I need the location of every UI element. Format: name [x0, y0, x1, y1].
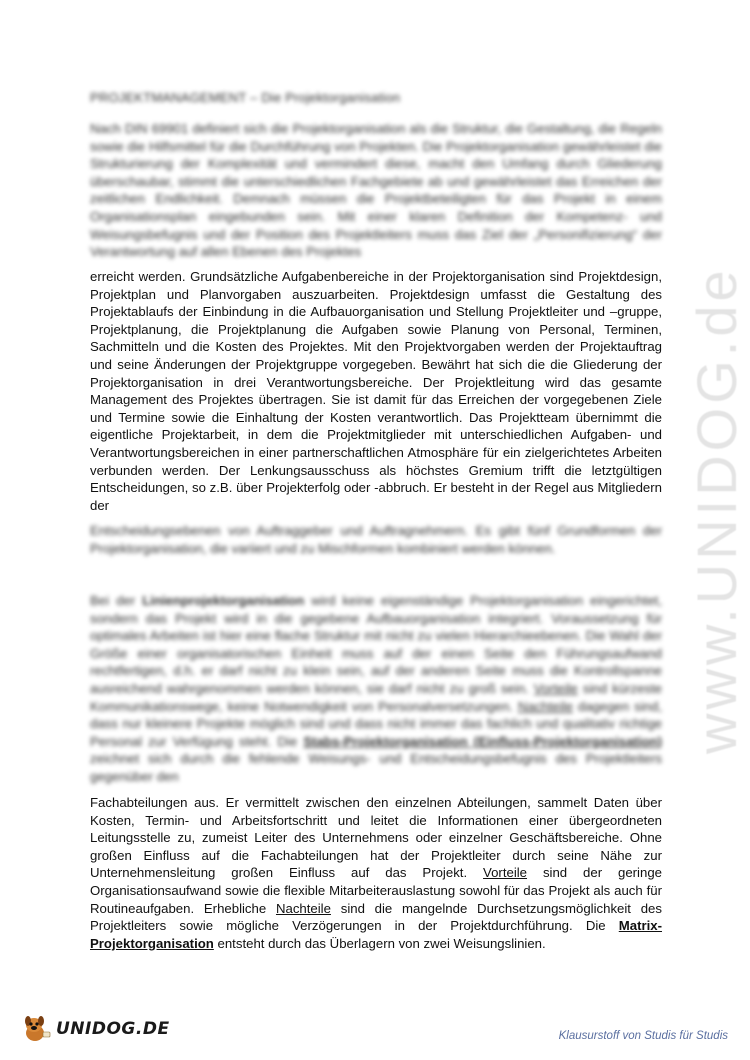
term-vorteile: Vorteile [483, 865, 528, 881]
term-nachteile: Nachteile [275, 900, 331, 916]
dog-mascot-icon [22, 1014, 52, 1044]
term-stabs-projektorganisation: Stabs-Projektorganisation (Einfluss-Projektorganisation) [303, 733, 662, 749]
watermark: www.UNIDOG.de [685, 266, 748, 754]
logo-text: UNIDOG.DE [56, 1019, 170, 1039]
paragraph-grundformen-blurred: Entscheidungsebenen von Auftraggeber und Auftragnehmern. Es gibt fünf Grundformen der Projektorganisation, die variiert und zu Mischformen kombiniert werden können. [90, 523, 662, 556]
paragraph-linienprojekt-blurred: Bei der Linienprojektorganisation wird keine eigenständige Projektorganisation eingerichtet, sondern das Projekt wird in die gegebene Aufbauorganisation integriert. Voraussetzung für optimales Arbeiten ist hier eine flache Struktur mit nicht zu vielen Hierarchieebenen. Die Wahl der Größe einer organisatorischen Einheit muss auf der einen Seite den Führungsaufwand rechtfertigen, d.h. er darf nicht zu klein sein, auf der anderen Seite muss die Kontrollspanne ausreichend wahrgenommen werden können, sie darf nicht zu groß sein. Vorteile sind kürzeste Kommunikationswege, keine Notwendigkeit von Personalversetzungen. Nachteile dagegen sind, dass nur kleinere Projekte möglich sind und dass nicht immer das fachlich und qualitativ richtige Personal zur Verfügung steht. Die Stabs-Projektorganisation (Einfluss-Projektorganisation) zeichnet sich durch die fehlende Weisungs- und Entscheidungsbefugnis des Projektleiters gegenüber den [90, 593, 662, 784]
unidog-logo [22, 1012, 170, 1046]
document-title: PROJEKTMANAGEMENT – Die Projektorganisation [90, 90, 401, 105]
term-linienprojektorganisation: Linienprojektorganisation [142, 593, 305, 608]
term-matrix-projektorganisation: Matrix-Projektorganisation [90, 918, 662, 951]
footer-tagline: Klausurstoff von Studis für Studis [558, 1030, 728, 1042]
paragraph-aufgabenbereiche: erreicht werden. Grundsätzliche Aufgabenbereiche in der Projektorganisation sind Projektdesign, Projektplan und Planvorgaben auszuarbeiten. Projektdesign umfasst die Gestaltung des Projektablaufs der Einbindung in die Aufbauorganisation und Stellung Projektleiter und –gruppe, Projektplanung, die Projektplanung die Aufgaben sowie Planung von Personal, Terminen, Sachmitteln und die Kosten des Projektes. Mit den Projektvorgaben werden der Projektauftrag und seine Änderungen der Projektgruppe vorgegeben. Bewährt hat sich die die Gliederung der Projektorganisation in drei Verantwortungsbereiche. Der Projektleitung wird das gesamte Management des Projektes übertragen. Sie ist damit für das Erreichen der vorgegebenen Ziele und Termine sowie die Einhaltung der Kosten verantwortlich. Das Projektteam übernimmt die eigentliche Projektarbeit, in dem die Projektmitglieder mit unterschiedlichen Aufgaben- und Verantwortungsbereichen in einer partnerschaftlichen Atmosphäre für ein zielgerichtetes Arbeiten verbunden werden. Der Lenkungsausschuss als höchstes Gremium trifft die letztgültigen Entscheidungen, so z.B. über Projekterfolg oder -abbruch. Er besteht in der Regel aus Mitgliedern der [90, 269, 662, 513]
intro-paragraph-blurred: Nach DIN 69901 definiert sich die Projektorganisation als die Struktur, die Gestaltung, die Regeln sowie die Hilfsmittel für die Durchführung von Projekten. Die Projektorganisation gewährleistet die Strukturierung der Komplexität und vermindert diese, macht den Umfang durch Gliederung überschaubar, stimmt die unterschiedlichen Fachgebiete ab und gewährleistet das Erreichen der zeitlichen Endlichkeit. Demnach müssen die Projektbeteiligten für das Projekt in einem Organisationsplan eingebunden sein. Mit einer klaren Definition der Kompetenz- und Weisungsbefugnis und der Position des Projektleiters muss das Ziel der „Personifizierung“ der Verantwortung auf allen Ebenen des Projektes [90, 121, 662, 260]
paragraph-stabs-projektorganisation: Fachabteilungen aus. Er vermittelt zwischen den einzelnen Abteilungen, sammelt Daten über Kosten, Termin- und Arbeitsfortschritt und leitet die Informationen einer übergeordneten Leitungsstelle zu, zumeist Leiter des Unternehmens oder einzelner Geschäftsbereiche. Ohne großen Einfluss auf die Fachabteilungen hat der Projektleiter durch seine Nähe zur Unternehmensleitung großen Einfluss auf das Projekt. Vorteile sind der geringe Organisationsaufwand sowie die flexible Mitarbeiterauslastung sowohl für das Projekt als auch für Routineaufgaben. Erhebliche Nachteile sind die mangelnde Durchsetzungsmöglichkeit des Projektleiters sowie mögliche Verzögerungen in der Projektdurchführung. Die Matrix-Projektorganisation entsteht durch das Überlagern von zwei Weisungslinien. [90, 795, 662, 951]
